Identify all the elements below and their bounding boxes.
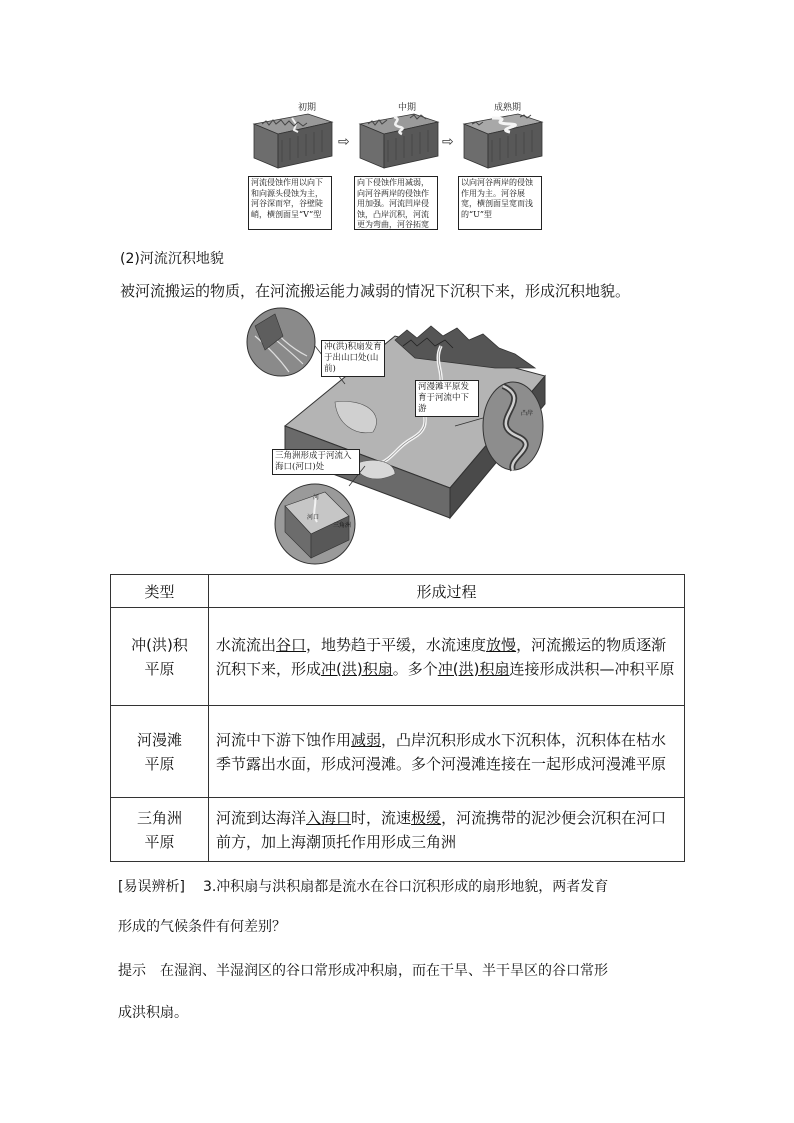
floodplain-callout: 河漫滩平原发育于河流中下游 [415,380,479,417]
middle-valley-block [354,110,440,172]
key-term: 冲(洪)积扇 [321,659,393,678]
process-text: ，地势趋于平缓，水流速度 [306,635,487,654]
early-stage-description: 河流侵蚀作用以向下和向源头侵蚀为主，河谷深而窄，谷壁陡峭，横剖面呈“V”型 [248,176,332,230]
row-process-cell [209,706,685,798]
note-question: 3.冲积扇与洪积扇都是流水在谷口沉积形成的扇形地貌，两者发育 [202,879,609,895]
note-question-line-1 [118,876,608,896]
key-term: 谷口 [276,635,307,654]
note-answer-line-2: 成洪积扇。 [118,1005,188,1021]
process-text: 河流中下游下蚀作用 [216,730,352,749]
row-process-cell [209,608,685,706]
row-type-cell [111,798,209,862]
key-term: 冲(洪)积扇 [437,659,510,678]
table-row [111,608,685,706]
type-line: 平原 [144,659,175,678]
depositional-landforms-figure [245,306,550,568]
table-header-row [111,575,685,608]
row-process-cell [209,798,685,862]
table-row [111,706,685,798]
alluvial-fan-callout: 冲(洪)积扇发育于出山口处(山前) [321,340,385,377]
note-question-line-2: 形成的气候条件有何差别？ [118,919,286,935]
mature-stage-description: 以向河谷两岸的侵蚀作用为主。河谷展宽，横剖面呈宽而浅的“U”型 [458,176,542,230]
arrow-icon: ⇨ [338,134,350,150]
type-line: 三角洲 [136,808,182,827]
stage-title-middle: 中期 [398,103,417,113]
depositional-block-diagram [245,306,550,568]
answer-text: 在湿润、半湿润区的谷口常形成冲积扇，而在干旱、半干旱区的谷口常形 [160,963,608,979]
mature-valley-block [458,110,544,172]
middle-stage-description: 向下侵蚀作用减弱，向河谷两岸的侵蚀作用加强。河流凹岸侵蚀，凸岸沉积，河流更为弯曲，河谷拓宽 [354,176,438,230]
valley-evolution-figure [246,96,552,236]
delta-callout: 三角洲形成于河流入海口(河口)处 [272,449,360,475]
stage-title-mature: 成熟期 [494,103,522,113]
key-term: 入海口 [306,808,352,827]
note-answer-line-1 [118,960,608,980]
process-text: 连接形成洪积—冲积平原 [509,659,675,678]
process-text: 水流流出 [216,635,277,654]
section-heading: (2)河流沉积地貌 [120,251,224,267]
process-text: ，凸岸沉积形成水下沉积体，沉积体在枯水季节露出水面，形成河漫滩。多个河漫滩连接在一起形成河漫滩平原 [216,730,667,773]
type-line: 平原 [144,832,175,851]
key-term: 放慢 [486,635,517,654]
key-term: 极缓 [411,808,442,827]
depositional-landforms-table [110,574,685,862]
inset-label-mouth: 河口 [307,514,320,521]
table-row [111,798,685,862]
header-process: 形成过程 [209,575,685,608]
key-term: 减弱 [351,730,382,749]
row-type-cell [111,706,209,798]
type-line: 平原 [144,754,175,773]
process-text: 。多个 [392,659,438,678]
note-tag: [易误辨析] [118,879,185,895]
early-valley-block [248,110,334,172]
row-type-cell [111,608,209,706]
inset-label-river: 河 [313,494,320,501]
header-type: 类型 [111,575,209,608]
answer-label: 提示 [118,963,146,979]
section-intro: 被河流搬运的物质，在河流搬运能力减弱的情况下沉积下来，形成沉积地貌。 [120,282,631,300]
process-text: 时，流速 [351,808,412,827]
type-line: 冲(洪)积 [131,635,188,654]
process-text: ，河流搬运的物质逐渐沉积下来，形成 [216,635,667,678]
inset-label-delta: 三角洲 [333,522,352,529]
stage-title-early: 初期 [298,103,317,113]
process-text: 河流到达海洋 [216,808,307,827]
inset-label-convex-bank: 凸岸 [521,410,534,417]
arrow-icon: ⇨ [442,134,454,150]
process-text: ，河流携带的泥沙便会沉积在河口前方，加上海潮顶托作用形成三角洲 [216,808,667,851]
type-line: 河漫滩 [136,730,182,749]
